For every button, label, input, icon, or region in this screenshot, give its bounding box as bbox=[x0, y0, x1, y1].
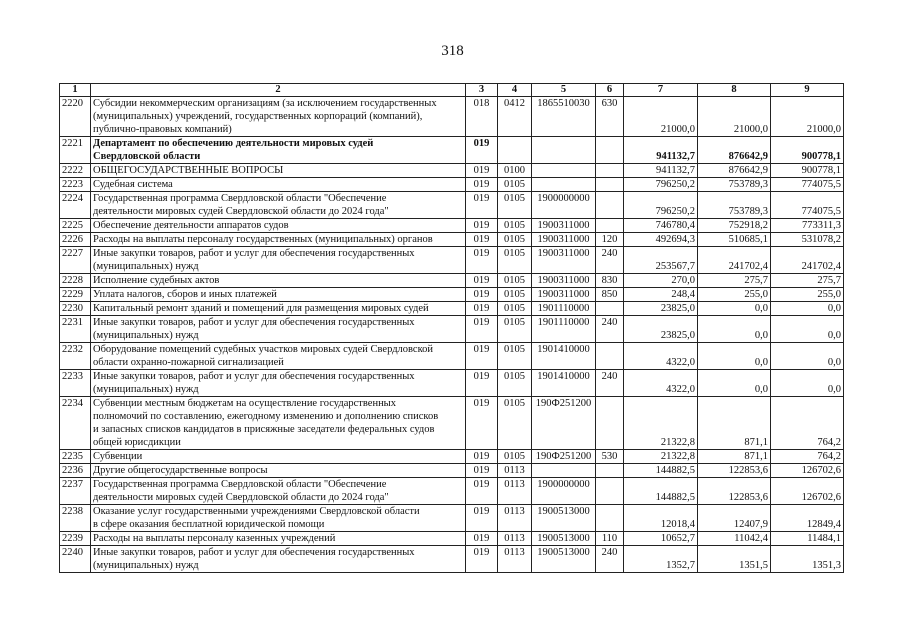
amount-cell-year3: 275,7 bbox=[771, 274, 844, 288]
amount-cell-year1: 144882,5 bbox=[624, 464, 698, 478]
expense-type-cell bbox=[596, 164, 624, 178]
target-article-cell: 1900311000 bbox=[532, 247, 596, 274]
table-row bbox=[60, 478, 844, 505]
amount-cell-year3: 126702,6 bbox=[771, 464, 844, 478]
table-row bbox=[60, 302, 844, 316]
description-line: (муниципальных) нужд bbox=[93, 560, 199, 571]
section-code-cell: 0105 bbox=[498, 397, 532, 450]
amount-cell-year3: 21000,0 bbox=[771, 97, 844, 137]
description-cell bbox=[91, 192, 466, 219]
column-header: 7 bbox=[624, 84, 698, 97]
section-code-cell: 0113 bbox=[498, 464, 532, 478]
admin-code-cell: 019 bbox=[466, 505, 498, 532]
description-line: ОБЩЕГОСУДАРСТВЕННЫЕ ВОПРОСЫ bbox=[93, 165, 284, 176]
section-code-cell: 0105 bbox=[498, 274, 532, 288]
description-line: области охранно-пожарной сигнализацией bbox=[93, 357, 284, 368]
target-article-cell bbox=[532, 164, 596, 178]
row-number-cell: 2232 bbox=[60, 343, 91, 370]
table-row bbox=[60, 370, 844, 397]
description-line: Расходы на выплаты персоналу казенных учреждений bbox=[93, 533, 336, 544]
description-line: Иные закупки товаров, работ и услуг для обеспечения государственных bbox=[93, 248, 415, 259]
amount-cell-year3: 900778,1 bbox=[771, 164, 844, 178]
amount-cell-year2: 871,1 bbox=[698, 450, 771, 464]
description-cell bbox=[91, 505, 466, 532]
target-article-cell: 1900311000 bbox=[532, 233, 596, 247]
description-cell bbox=[91, 450, 466, 464]
target-article-cell: 1865510030 bbox=[532, 97, 596, 137]
row-number-cell: 2231 bbox=[60, 316, 91, 343]
amount-cell-year3: 764,2 bbox=[771, 450, 844, 464]
description-cell bbox=[91, 247, 466, 274]
description-line: Уплата налогов, сборов и иных платежей bbox=[93, 289, 277, 300]
table-row bbox=[60, 397, 844, 450]
expense-type-cell bbox=[596, 192, 624, 219]
target-article-cell: 1900000000 bbox=[532, 478, 596, 505]
expense-type-cell bbox=[596, 478, 624, 505]
column-header: 9 bbox=[771, 84, 844, 97]
description-line: деятельности мировых судей Свердловской области до 2024 года" bbox=[93, 492, 389, 503]
admin-code-cell: 019 bbox=[466, 478, 498, 505]
description-line: полномочий по составлению, ежегодному изменению и дополнению списков bbox=[93, 411, 439, 422]
amount-cell-year1: 4322,0 bbox=[624, 370, 698, 397]
target-article-cell: 1900311000 bbox=[532, 288, 596, 302]
row-number-cell: 2229 bbox=[60, 288, 91, 302]
description-line: (муниципальных) нужд bbox=[93, 261, 199, 272]
table-row bbox=[60, 247, 844, 274]
table-row bbox=[60, 505, 844, 532]
section-code-cell: 0113 bbox=[498, 505, 532, 532]
amount-cell-year3: 774075,5 bbox=[771, 192, 844, 219]
amount-cell-year2: 0,0 bbox=[698, 370, 771, 397]
description-line: Субвенции bbox=[93, 451, 143, 462]
description-line: Оказание услуг государственными учреждениями Свердловской области bbox=[93, 506, 420, 517]
amount-cell-year1: 4322,0 bbox=[624, 343, 698, 370]
row-number-cell: 2224 bbox=[60, 192, 91, 219]
amount-cell-year1: 746780,4 bbox=[624, 219, 698, 233]
admin-code-cell: 019 bbox=[466, 532, 498, 546]
admin-code-cell: 019 bbox=[466, 178, 498, 192]
section-code-cell: 0105 bbox=[498, 219, 532, 233]
row-number-cell: 2223 bbox=[60, 178, 91, 192]
amount-cell-year2: 122853,6 bbox=[698, 478, 771, 505]
description-cell bbox=[91, 178, 466, 192]
amount-cell-year2: 876642,9 bbox=[698, 164, 771, 178]
admin-code-cell: 019 bbox=[466, 450, 498, 464]
row-number-cell: 2233 bbox=[60, 370, 91, 397]
description-cell bbox=[91, 164, 466, 178]
amount-cell-year1: 253567,7 bbox=[624, 247, 698, 274]
amount-cell-year2: 510685,1 bbox=[698, 233, 771, 247]
description-line: Расходы на выплаты персоналу государственных (муниципальных) органов bbox=[93, 234, 433, 245]
amount-cell-year2: 21000,0 bbox=[698, 97, 771, 137]
admin-code-cell: 019 bbox=[466, 316, 498, 343]
description-cell bbox=[91, 343, 466, 370]
description-cell bbox=[91, 464, 466, 478]
amount-cell-year1: 941132,7 bbox=[624, 137, 698, 164]
target-article-cell: 1900513000 bbox=[532, 546, 596, 573]
admin-code-cell: 019 bbox=[466, 274, 498, 288]
table-row bbox=[60, 274, 844, 288]
target-article-cell: 1901410000 bbox=[532, 370, 596, 397]
amount-cell-year1: 144882,5 bbox=[624, 478, 698, 505]
amount-cell-year3: 255,0 bbox=[771, 288, 844, 302]
amount-cell-year2: 752918,2 bbox=[698, 219, 771, 233]
amount-cell-year2: 12407,9 bbox=[698, 505, 771, 532]
target-article-cell: 1901110000 bbox=[532, 302, 596, 316]
amount-cell-year3: 0,0 bbox=[771, 302, 844, 316]
amount-cell-year3: 0,0 bbox=[771, 316, 844, 343]
target-article-cell bbox=[532, 178, 596, 192]
expense-type-cell: 850 bbox=[596, 288, 624, 302]
table-row bbox=[60, 233, 844, 247]
amount-cell-year2: 0,0 bbox=[698, 316, 771, 343]
description-line: Иные закупки товаров, работ и услуг для обеспечения государственных bbox=[93, 371, 415, 382]
section-code-cell: 0105 bbox=[498, 178, 532, 192]
description-line: Исполнение судебных актов bbox=[93, 275, 220, 286]
table-row bbox=[60, 97, 844, 137]
table-body bbox=[60, 84, 844, 573]
admin-code-cell: 019 bbox=[466, 233, 498, 247]
target-article-cell: 1900311000 bbox=[532, 274, 596, 288]
description-line: в сфере оказания бесплатной юридической помощи bbox=[93, 519, 325, 530]
table-row bbox=[60, 546, 844, 573]
table-row bbox=[60, 137, 844, 164]
amount-cell-year1: 1352,7 bbox=[624, 546, 698, 573]
description-line: Государственная программа Свердловской области "Обеспечение bbox=[93, 193, 387, 204]
amount-cell-year3: 241702,4 bbox=[771, 247, 844, 274]
amount-cell-year1: 796250,2 bbox=[624, 178, 698, 192]
target-article-cell: 190Ф251200 bbox=[532, 397, 596, 450]
amount-cell-year3: 12849,4 bbox=[771, 505, 844, 532]
column-header: 2 bbox=[91, 84, 466, 97]
target-article-cell: 1900513000 bbox=[532, 532, 596, 546]
amount-cell-year1: 12018,4 bbox=[624, 505, 698, 532]
description-cell bbox=[91, 219, 466, 233]
amount-cell-year3: 0,0 bbox=[771, 370, 844, 397]
expense-type-cell: 110 bbox=[596, 532, 624, 546]
amount-cell-year1: 248,4 bbox=[624, 288, 698, 302]
target-article-cell bbox=[532, 464, 596, 478]
expense-type-cell: 240 bbox=[596, 370, 624, 397]
section-code-cell: 0105 bbox=[498, 233, 532, 247]
expense-type-cell bbox=[596, 178, 624, 192]
amount-cell-year3: 126702,6 bbox=[771, 478, 844, 505]
admin-code-cell: 019 bbox=[466, 302, 498, 316]
description-line: Государственная программа Свердловской области "Обеспечение bbox=[93, 479, 387, 490]
description-line: общей юрисдикции bbox=[93, 437, 181, 448]
amount-cell-year2: 871,1 bbox=[698, 397, 771, 450]
amount-cell-year2: 0,0 bbox=[698, 343, 771, 370]
amount-cell-year3: 531078,2 bbox=[771, 233, 844, 247]
expense-type-cell bbox=[596, 219, 624, 233]
row-number-cell: 2239 bbox=[60, 532, 91, 546]
expense-type-cell: 630 bbox=[596, 97, 624, 137]
row-number-cell: 2235 bbox=[60, 450, 91, 464]
column-header: 1 bbox=[60, 84, 91, 97]
admin-code-cell: 019 bbox=[466, 288, 498, 302]
column-header: 6 bbox=[596, 84, 624, 97]
table-row bbox=[60, 464, 844, 478]
amount-cell-year1: 10652,7 bbox=[624, 532, 698, 546]
target-article-cell: 1900311000 bbox=[532, 219, 596, 233]
amount-cell-year3: 764,2 bbox=[771, 397, 844, 450]
page-number: 318 bbox=[441, 43, 464, 59]
admin-code-cell: 019 bbox=[466, 192, 498, 219]
description-line: Иные закупки товаров, работ и услуг для обеспечения государственных bbox=[93, 547, 415, 558]
admin-code-cell: 019 bbox=[466, 370, 498, 397]
description-line: Департамент по обеспечению деятельности мировых судей bbox=[93, 138, 374, 149]
header-row bbox=[60, 84, 844, 97]
table-row bbox=[60, 288, 844, 302]
description-cell bbox=[91, 478, 466, 505]
amount-cell-year3: 773311,3 bbox=[771, 219, 844, 233]
table-row bbox=[60, 164, 844, 178]
description-line: Обеспечение деятельности аппаратов судов bbox=[93, 220, 289, 231]
amount-cell-year1: 941132,7 bbox=[624, 164, 698, 178]
column-header: 8 bbox=[698, 84, 771, 97]
amount-cell-year2: 876642,9 bbox=[698, 137, 771, 164]
admin-code-cell: 019 bbox=[466, 219, 498, 233]
expense-type-cell: 240 bbox=[596, 546, 624, 573]
description-cell bbox=[91, 546, 466, 573]
table-row bbox=[60, 192, 844, 219]
row-number-cell: 2234 bbox=[60, 397, 91, 450]
amount-cell-year2: 0,0 bbox=[698, 302, 771, 316]
description-line: Другие общегосударственные вопросы bbox=[93, 465, 268, 476]
expense-type-cell bbox=[596, 505, 624, 532]
table-row bbox=[60, 316, 844, 343]
expense-type-cell: 240 bbox=[596, 316, 624, 343]
table-row bbox=[60, 343, 844, 370]
description-cell bbox=[91, 137, 466, 164]
description-line: Субсидии некоммерческим организациям (за исключением государственных bbox=[93, 98, 437, 109]
column-header: 3 bbox=[466, 84, 498, 97]
description-line: Свердловской области bbox=[93, 151, 201, 162]
target-article-cell: 1901410000 bbox=[532, 343, 596, 370]
expense-type-cell: 530 bbox=[596, 450, 624, 464]
description-cell bbox=[91, 370, 466, 397]
table-row bbox=[60, 219, 844, 233]
amount-cell-year3: 0,0 bbox=[771, 343, 844, 370]
expense-type-cell bbox=[596, 397, 624, 450]
description-line: Капитальный ремонт зданий и помещений для размещения мировых судей bbox=[93, 303, 429, 314]
section-code-cell: 0105 bbox=[498, 247, 532, 274]
column-header: 4 bbox=[498, 84, 532, 97]
admin-code-cell: 019 bbox=[466, 343, 498, 370]
expense-type-cell bbox=[596, 343, 624, 370]
admin-code-cell: 019 bbox=[466, 247, 498, 274]
description-line: Судебная система bbox=[93, 179, 173, 190]
admin-code-cell: 019 bbox=[466, 164, 498, 178]
amount-cell-year3: 900778,1 bbox=[771, 137, 844, 164]
amount-cell-year1: 23825,0 bbox=[624, 316, 698, 343]
row-number-cell: 2220 bbox=[60, 97, 91, 137]
amount-cell-year3: 11484,1 bbox=[771, 532, 844, 546]
amount-cell-year2: 1351,5 bbox=[698, 546, 771, 573]
expense-type-cell: 240 bbox=[596, 247, 624, 274]
amount-cell-year1: 23825,0 bbox=[624, 302, 698, 316]
amount-cell-year2: 275,7 bbox=[698, 274, 771, 288]
section-code-cell: 0105 bbox=[498, 370, 532, 397]
description-cell bbox=[91, 274, 466, 288]
section-code-cell: 0105 bbox=[498, 316, 532, 343]
target-article-cell: 1901110000 bbox=[532, 316, 596, 343]
amount-cell-year1: 21000,0 bbox=[624, 97, 698, 137]
amount-cell-year1: 796250,2 bbox=[624, 192, 698, 219]
section-code-cell: 0105 bbox=[498, 450, 532, 464]
description-line: Иные закупки товаров, работ и услуг для обеспечения государственных bbox=[93, 317, 415, 328]
section-code-cell: 0105 bbox=[498, 343, 532, 370]
section-code-cell: 0113 bbox=[498, 546, 532, 573]
section-code-cell: 0412 bbox=[498, 97, 532, 137]
row-number-cell: 2221 bbox=[60, 137, 91, 164]
description-line: публично-правовых компаний) bbox=[93, 124, 232, 135]
description-line: (муниципальных) учреждений, государственных корпораций (компаний), bbox=[93, 111, 423, 122]
row-number-cell: 2236 bbox=[60, 464, 91, 478]
admin-code-cell: 019 bbox=[466, 546, 498, 573]
section-code-cell: 0105 bbox=[498, 288, 532, 302]
admin-code-cell: 019 bbox=[466, 397, 498, 450]
table-row bbox=[60, 450, 844, 464]
admin-code-cell: 019 bbox=[466, 464, 498, 478]
row-number-cell: 2240 bbox=[60, 546, 91, 573]
amount-cell-year2: 753789,3 bbox=[698, 192, 771, 219]
description-cell bbox=[91, 316, 466, 343]
row-number-cell: 2226 bbox=[60, 233, 91, 247]
description-line: (муниципальных) нужд bbox=[93, 384, 199, 395]
description-line: (муниципальных) нужд bbox=[93, 330, 199, 341]
expense-type-cell: 830 bbox=[596, 274, 624, 288]
section-code-cell bbox=[498, 137, 532, 164]
section-code-cell: 0105 bbox=[498, 192, 532, 219]
admin-code-cell: 019 bbox=[466, 137, 498, 164]
amount-cell-year2: 255,0 bbox=[698, 288, 771, 302]
description-cell bbox=[91, 288, 466, 302]
amount-cell-year1: 21322,8 bbox=[624, 450, 698, 464]
target-article-cell bbox=[532, 137, 596, 164]
row-number-cell: 2227 bbox=[60, 247, 91, 274]
amount-cell-year3: 1351,3 bbox=[771, 546, 844, 573]
description-line: деятельности мировых судей Свердловской области до 2024 года" bbox=[93, 206, 389, 217]
target-article-cell: 1900513000 bbox=[532, 505, 596, 532]
target-article-cell: 190Ф251200 bbox=[532, 450, 596, 464]
description-cell bbox=[91, 97, 466, 137]
expense-type-cell bbox=[596, 464, 624, 478]
row-number-cell: 2225 bbox=[60, 219, 91, 233]
amount-cell-year2: 122853,6 bbox=[698, 464, 771, 478]
target-article-cell: 1900000000 bbox=[532, 192, 596, 219]
row-number-cell: 2230 bbox=[60, 302, 91, 316]
row-number-cell: 2222 bbox=[60, 164, 91, 178]
expense-type-cell bbox=[596, 302, 624, 316]
section-code-cell: 0113 bbox=[498, 532, 532, 546]
description-cell bbox=[91, 233, 466, 247]
description-cell bbox=[91, 532, 466, 546]
row-number-cell: 2238 bbox=[60, 505, 91, 532]
expense-type-cell: 120 bbox=[596, 233, 624, 247]
table-row bbox=[60, 532, 844, 546]
description-cell bbox=[91, 397, 466, 450]
amount-cell-year2: 241702,4 bbox=[698, 247, 771, 274]
description-line: Субвенции местным бюджетам на осуществление государственных bbox=[93, 398, 396, 409]
amount-cell-year2: 11042,4 bbox=[698, 532, 771, 546]
column-header: 5 bbox=[532, 84, 596, 97]
amount-cell-year1: 492694,3 bbox=[624, 233, 698, 247]
row-number-cell: 2228 bbox=[60, 274, 91, 288]
row-number-cell: 2237 bbox=[60, 478, 91, 505]
amount-cell-year1: 21322,8 bbox=[624, 397, 698, 450]
description-line: Оборудование помещений судебных участков мировых судей Свердловской bbox=[93, 344, 434, 355]
section-code-cell: 0113 bbox=[498, 478, 532, 505]
amount-cell-year2: 753789,3 bbox=[698, 178, 771, 192]
amount-cell-year3: 774075,5 bbox=[771, 178, 844, 192]
table-row bbox=[60, 178, 844, 192]
description-cell bbox=[91, 302, 466, 316]
budget-table bbox=[59, 83, 844, 573]
description-line: и запасных списков кандидатов в присяжные заседатели федеральных судов bbox=[93, 424, 435, 435]
amount-cell-year1: 270,0 bbox=[624, 274, 698, 288]
section-code-cell: 0100 bbox=[498, 164, 532, 178]
expense-type-cell bbox=[596, 137, 624, 164]
admin-code-cell: 018 bbox=[466, 97, 498, 137]
section-code-cell: 0105 bbox=[498, 302, 532, 316]
